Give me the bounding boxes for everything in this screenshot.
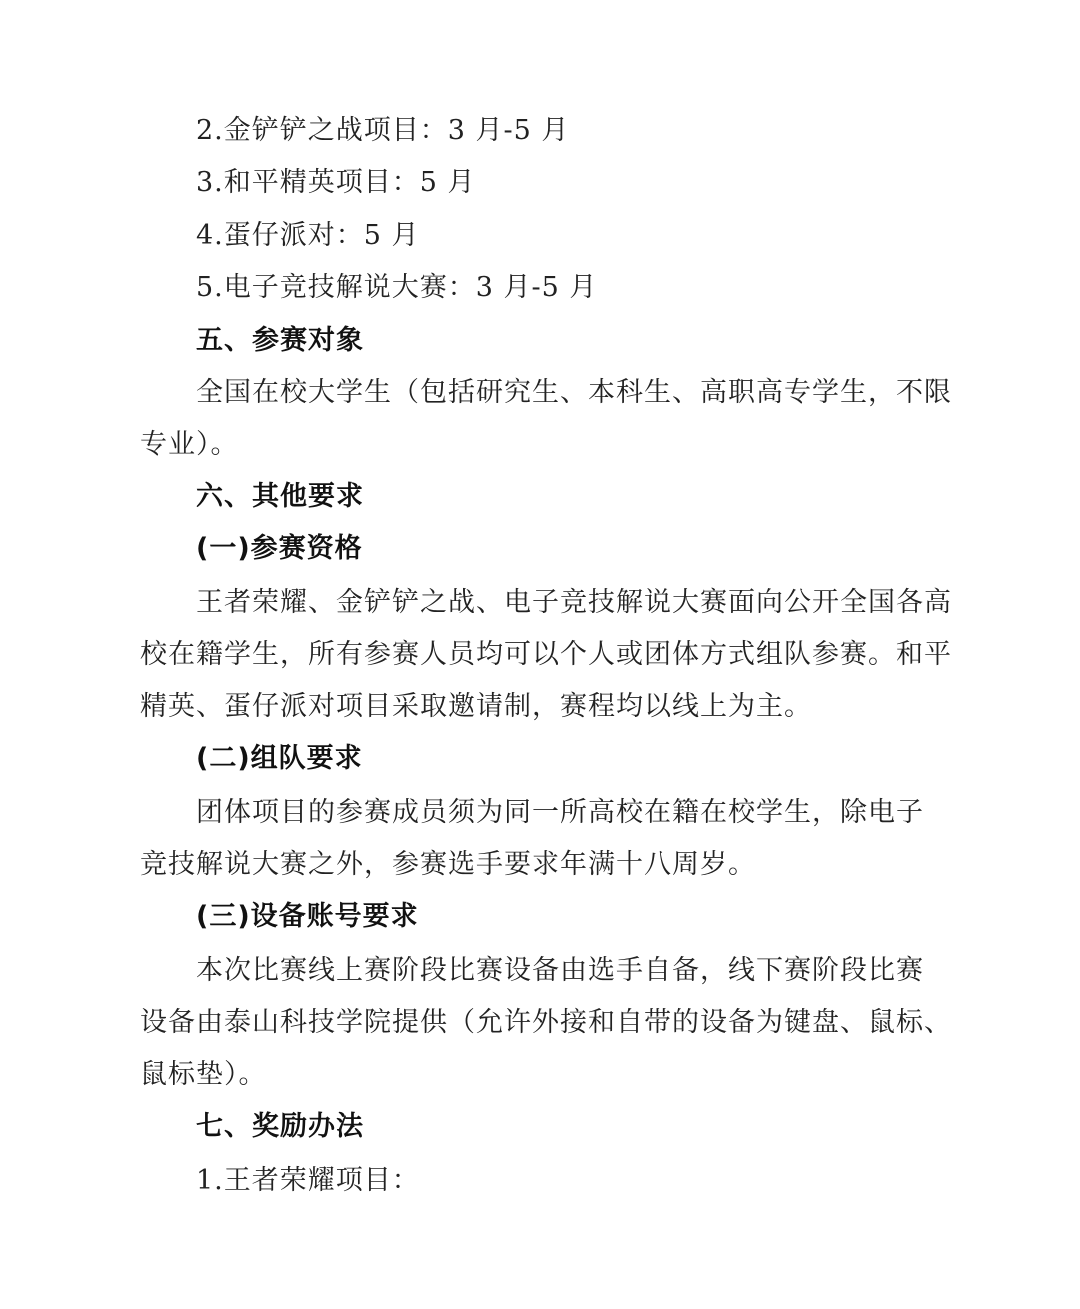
schedule-item-2: 2.金铲铲之战项目：3 月-5 月 xyxy=(196,115,570,146)
eligibility-text-line-3: 精英、蛋仔派对项目采取邀请制，赛程均以线上为主。 xyxy=(140,691,812,722)
equipment-text-line-3: 鼠标垫）。 xyxy=(140,1059,267,1090)
subsection-eligibility-heading: (一)参赛资格 xyxy=(196,533,363,564)
section-5-text-line-1: 全国在校大学生（包括研究生、本科生、高职高专学生，不限 xyxy=(196,377,952,408)
subsection-team-heading: (二)组队要求 xyxy=(196,743,363,774)
reward-item-1: 1.王者荣耀项目： xyxy=(196,1165,420,1196)
section-7-heading: 七、奖励办法 xyxy=(196,1111,364,1142)
subsection-equipment-heading: (三)设备账号要求 xyxy=(196,901,419,932)
section-6-heading: 六、其他要求 xyxy=(196,481,364,512)
equipment-text-line-1: 本次比赛线上赛阶段比赛设备由选手自备，线下赛阶段比赛 xyxy=(196,955,924,986)
schedule-item-5: 5.电子竞技解说大赛：3 月-5 月 xyxy=(196,272,598,303)
section-5-heading: 五、参赛对象 xyxy=(196,325,364,356)
team-text-line-1: 团体项目的参赛成员须为同一所高校在籍在校学生，除电子 xyxy=(196,797,924,828)
team-text-line-2: 竞技解说大赛之外，参赛选手要求年满十八周岁。 xyxy=(140,849,756,880)
schedule-item-3: 3.和平精英项目：5 月 xyxy=(196,167,476,198)
equipment-text-line-2: 设备由泰山科技学院提供（允许外接和自带的设备为键盘、鼠标、 xyxy=(140,1007,952,1038)
eligibility-text-line-1: 王者荣耀、金铲铲之战、电子竞技解说大赛面向公开全国各高 xyxy=(196,587,952,618)
schedule-item-4: 4.蛋仔派对：5 月 xyxy=(196,220,420,251)
section-5-text-line-2: 专业）。 xyxy=(140,429,239,460)
eligibility-text-line-2: 校在籍学生，所有参赛人员均可以个人或团体方式组队参赛。和平 xyxy=(140,639,952,670)
